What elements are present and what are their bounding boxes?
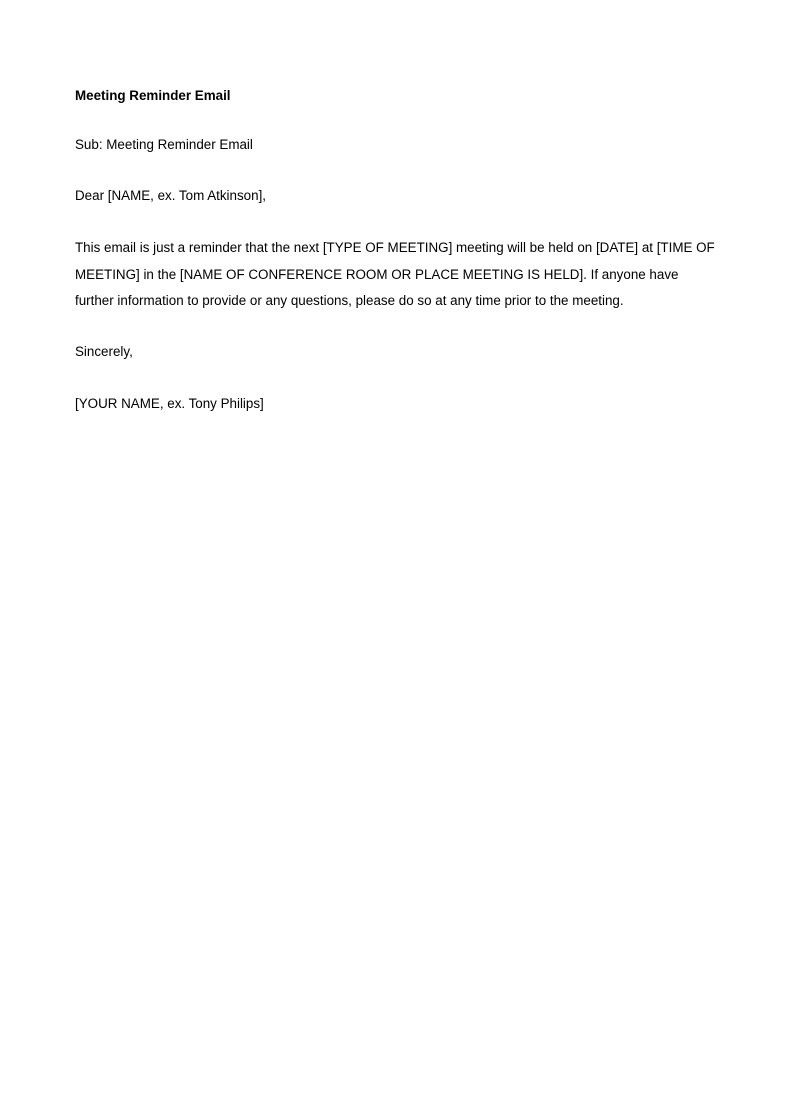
email-body-line: This email is just a reminder that the next [TYPE OF MEETING] meeting will be held on [DATE] at [TIME OF bbox=[75, 240, 715, 255]
email-signature: [YOUR NAME, ex. Tony Philips] bbox=[75, 396, 264, 411]
email-greeting: Dear [NAME, ex. Tom Atkinson], bbox=[75, 188, 267, 203]
email-subject: Sub: Meeting Reminder Email bbox=[75, 137, 253, 152]
email-closing: Sincerely, bbox=[75, 344, 133, 359]
email-body bbox=[75, 235, 725, 315]
document-title: Meeting Reminder Email bbox=[75, 88, 231, 103]
email-body-line: MEETING] in the [NAME OF CONFERENCE ROOM OR PLACE MEETING IS HELD]. If anyone have bbox=[75, 266, 679, 282]
email-body-line: further information to provide or any questions, please do so at any time prior to the meeting. bbox=[75, 293, 624, 308]
